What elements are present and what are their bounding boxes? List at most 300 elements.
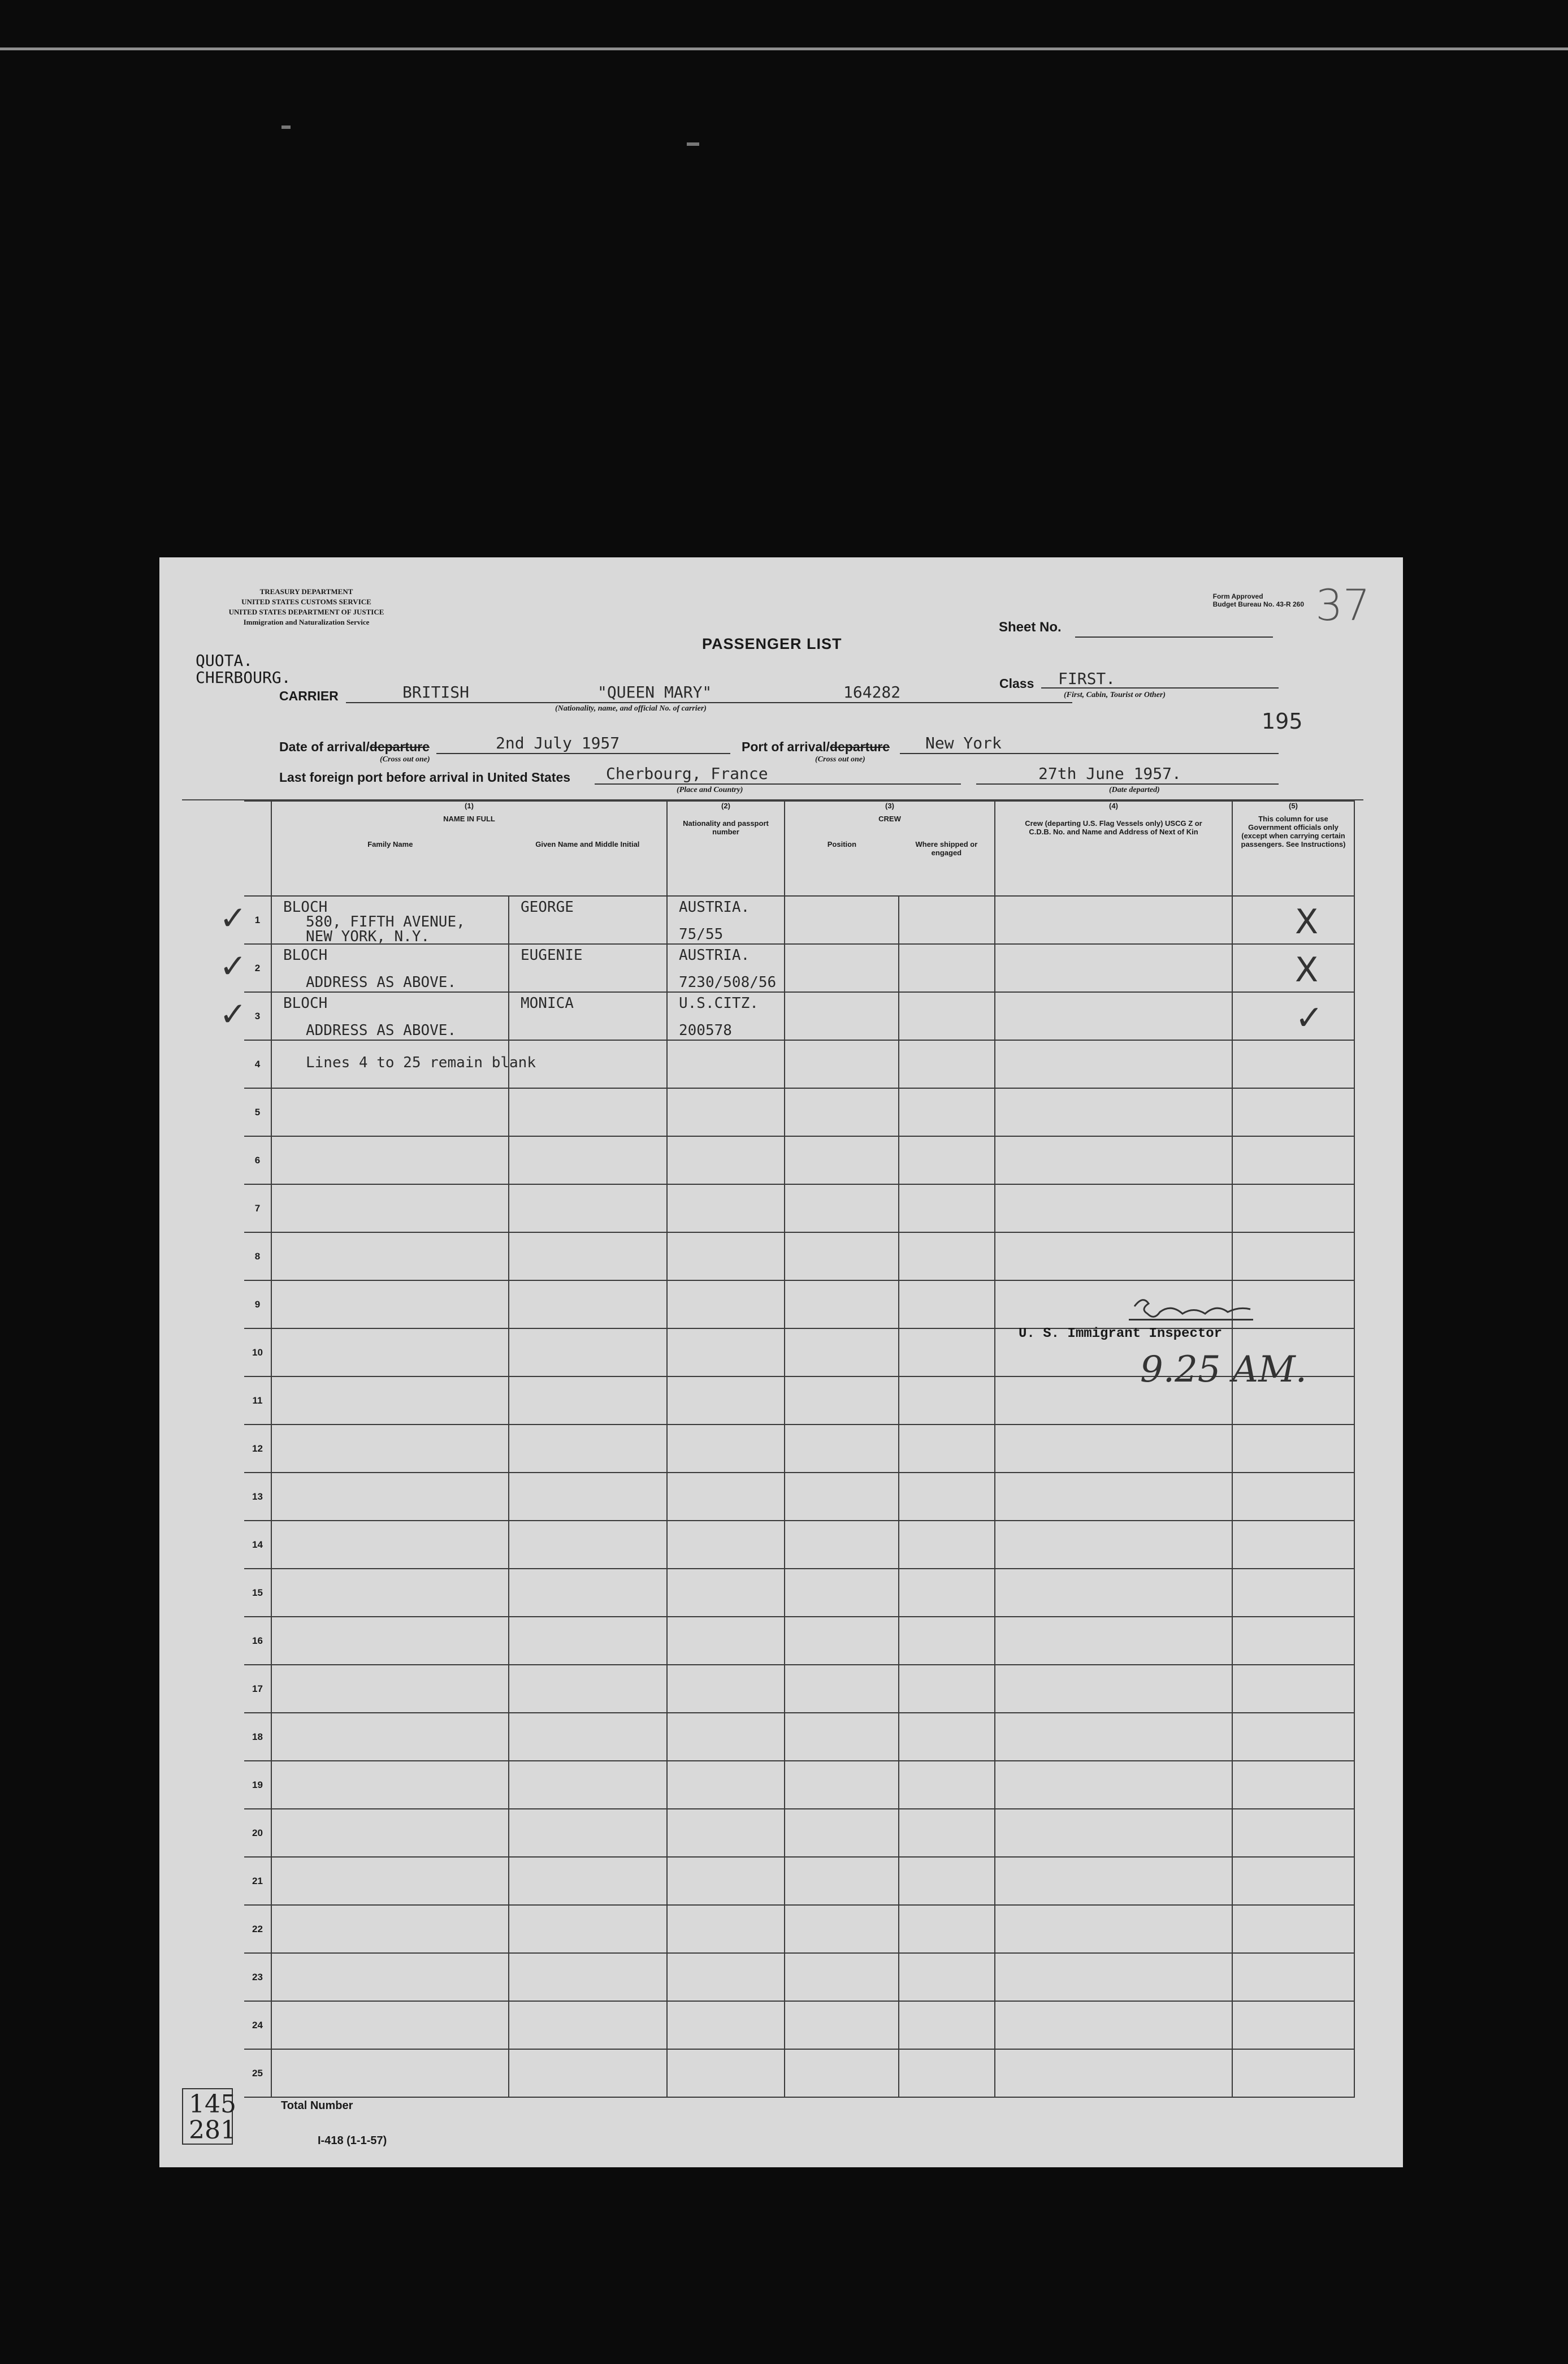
table-cell	[667, 944, 785, 992]
class-caption: (First, Cabin, Tourist or Other)	[1064, 691, 1166, 699]
table-cell	[1232, 1713, 1354, 1761]
table-cell	[785, 1232, 899, 1280]
table-cell	[271, 1713, 509, 1761]
carrier-label: CARRIER	[279, 689, 339, 703]
line-number: 18	[244, 1713, 271, 1761]
handwritten-count: 195	[1262, 709, 1303, 734]
table-cell	[667, 1328, 785, 1376]
port-label-arrival: Port of arrival/	[742, 739, 830, 754]
column-5-header	[1232, 801, 1354, 896]
where-shipped-header: Where shipped or engaged	[915, 840, 978, 857]
table-cell	[899, 1425, 995, 1473]
line-number: 23	[244, 1953, 271, 2001]
table-cell	[667, 1425, 785, 1473]
date-departed: 27th June 1957.	[1038, 764, 1181, 783]
line-number: 9	[244, 1280, 271, 1328]
line-number: 22	[244, 1905, 271, 1953]
line-number: 24	[244, 2001, 271, 2049]
table-cell	[271, 992, 509, 1040]
table-cell	[785, 1713, 899, 1761]
given-name: GEORGE	[521, 899, 574, 916]
table-cell	[899, 1521, 995, 1569]
table-cell	[995, 1425, 1232, 1473]
table-row	[244, 1425, 1354, 1473]
blank-lines-note: Lines 4 to 25 remain blank	[306, 1054, 536, 1071]
table-cell	[899, 1713, 995, 1761]
table-cell	[509, 1328, 667, 1376]
column-number: (4)	[1109, 802, 1118, 810]
film-edge-line	[0, 47, 1568, 50]
table-cell	[785, 1040, 899, 1088]
table-cell	[509, 1809, 667, 1857]
table-cell	[1232, 1665, 1354, 1713]
table-cell	[899, 1376, 995, 1425]
table-cell	[509, 1376, 667, 1425]
table-cell	[509, 1905, 667, 1953]
table-row	[244, 1521, 1354, 1569]
date-label-arrival: Date of arrival/	[279, 739, 370, 754]
table-cell	[271, 1328, 509, 1376]
sheet-number-label: Sheet No.	[999, 620, 1062, 635]
table-cell	[509, 1184, 667, 1232]
table-cell	[899, 1761, 995, 1809]
nationality: AUSTRIA.	[679, 947, 750, 964]
table-cell	[271, 1040, 536, 1088]
table-cell	[995, 2049, 1232, 2097]
line-number: 3	[244, 992, 271, 1040]
table-cell	[1232, 1473, 1354, 1521]
film-speck	[687, 142, 699, 146]
column-1-header	[271, 801, 667, 896]
table-row	[244, 1040, 1354, 1088]
line-number-header	[244, 801, 271, 896]
table-cell	[995, 1665, 1232, 1713]
table-row	[244, 1665, 1354, 1713]
department-line: Immigration and Naturalization Service	[243, 618, 370, 626]
table-cell	[785, 1088, 899, 1136]
nationality: AUSTRIA.	[679, 899, 750, 916]
table-cell	[667, 1857, 785, 1905]
line-number: 25	[244, 2049, 271, 2097]
table-cell	[1232, 1857, 1354, 1905]
table-cell	[509, 1088, 667, 1136]
table-cell	[785, 1328, 899, 1376]
table-cell	[667, 1617, 785, 1665]
table-cell	[667, 1136, 785, 1184]
table-cell	[667, 1184, 785, 1232]
column-number: (3)	[885, 802, 894, 810]
table-cell	[1232, 1425, 1354, 1473]
table-row	[244, 944, 1354, 992]
table-cell	[995, 1761, 1232, 1809]
inspector-time: 9.25 AM.	[1140, 1349, 1307, 1391]
column-title: CREW	[878, 815, 901, 823]
table-cell	[899, 1040, 995, 1088]
address: ADDRESS AS ABOVE.	[306, 974, 457, 991]
table-cell	[667, 1665, 785, 1713]
column-number: (2)	[721, 802, 730, 810]
table-cell	[271, 1088, 509, 1136]
table-cell	[271, 1232, 509, 1280]
table-cell	[509, 1280, 667, 1328]
table-cell	[785, 2001, 899, 2049]
film-speck	[281, 125, 291, 129]
checkmark-icon: ✓	[219, 899, 247, 937]
table-cell	[899, 1232, 995, 1280]
official-mark: X	[1295, 902, 1319, 942]
line-number: 7	[244, 1184, 271, 1232]
family-name-header: Family Name	[367, 840, 413, 848]
line-number: 14	[244, 1521, 271, 1569]
table-cell	[785, 1521, 899, 1569]
table-cell	[509, 896, 667, 944]
date-label	[279, 739, 430, 755]
table-cell	[1232, 1232, 1354, 1280]
table-cell	[1232, 1617, 1354, 1665]
table-cell	[271, 1617, 509, 1665]
table-cell	[509, 944, 667, 992]
table-cell	[1232, 1136, 1354, 1184]
carrier-caption: (Nationality, name, and official No. of carrier)	[555, 704, 707, 713]
table-cell	[509, 1136, 667, 1184]
table-cell	[667, 1088, 785, 1136]
table-cell	[899, 1953, 995, 2001]
table-cell	[509, 2049, 667, 2097]
handwritten-sheet-number: 37	[1315, 580, 1370, 630]
line-number: 10	[244, 1328, 271, 1376]
quota-line: CHERBOURG.	[196, 668, 291, 687]
table-cell	[785, 1184, 899, 1232]
passport-number: 75/55	[679, 926, 724, 943]
table-cell	[271, 1665, 509, 1713]
line-number: 20	[244, 1809, 271, 1857]
table-cell	[995, 1809, 1232, 1857]
table-cell	[271, 1761, 509, 1809]
table-cell	[785, 896, 899, 944]
given-name: EUGENIE	[521, 947, 583, 964]
quota-stamp	[196, 652, 291, 686]
address: ADDRESS AS ABOVE.	[306, 1022, 457, 1039]
table-cell	[667, 1953, 785, 2001]
date-label-departure: departure	[369, 739, 430, 754]
nationality: U.S.CITZ.	[679, 995, 759, 1012]
table-cell	[667, 1713, 785, 1761]
budget-bureau-text: Budget Bureau No. 43-R 260	[1212, 600, 1304, 608]
table-cell	[899, 2049, 995, 2097]
family-name: BLOCH	[283, 995, 328, 1012]
table-cell	[899, 896, 995, 944]
line-number: 21	[244, 1857, 271, 1905]
table-cell	[509, 1713, 667, 1761]
table-cell	[509, 1857, 667, 1905]
column-title: Crew (departing U.S. Flag Vessels only) USCG Z or C.D.B. No. and Name and Address of Next of Kin	[1025, 819, 1202, 836]
column-title: Nationality and passport number	[683, 819, 769, 836]
table-cell	[995, 1040, 1232, 1088]
table-cell	[1232, 1809, 1354, 1857]
table-cell	[667, 1905, 785, 1953]
table-cell	[995, 1136, 1232, 1184]
official-mark: X	[1295, 950, 1319, 990]
table-cell	[1232, 1569, 1354, 1617]
table-row	[244, 1761, 1354, 1809]
table-row	[244, 1569, 1354, 1617]
table-cell	[1232, 1905, 1354, 1953]
table-cell	[509, 1473, 667, 1521]
table-cell	[667, 1569, 785, 1617]
table-cell	[509, 992, 667, 1040]
table-cell	[667, 896, 785, 944]
table-cell	[271, 2001, 509, 2049]
date-departed-line	[976, 783, 1279, 785]
table-cell	[271, 1905, 509, 1953]
table-cell	[785, 1665, 899, 1713]
table-cell	[667, 1040, 785, 1088]
table-cell	[899, 1665, 995, 1713]
table-cell	[785, 1857, 899, 1905]
table-cell	[1232, 896, 1354, 944]
table-cell	[1232, 2049, 1354, 2097]
table-cell	[995, 896, 1232, 944]
table-cell	[271, 1569, 509, 1617]
line-number: 15	[244, 1569, 271, 1617]
line-number: 2	[244, 944, 271, 992]
address: 580, FIFTH AVENUE,	[306, 913, 465, 930]
table-row	[244, 2001, 1354, 2049]
table-cell	[509, 1521, 667, 1569]
carrier-line	[346, 702, 1072, 703]
table-cell	[995, 1473, 1232, 1521]
sheet-number-line	[1075, 637, 1273, 638]
position-header: Position	[827, 840, 857, 848]
line-number: 11	[244, 1376, 271, 1425]
table-cell	[1232, 1953, 1354, 2001]
class-label: Class	[999, 676, 1034, 691]
table-cell	[995, 1232, 1232, 1280]
table-cell	[271, 1136, 509, 1184]
passport-number: 7230/508/56	[679, 974, 777, 991]
table-row	[244, 896, 1354, 944]
table-cell	[667, 1232, 785, 1280]
table-cell	[899, 1905, 995, 1953]
carrier-nationality: BRITISH	[402, 683, 470, 702]
line-number: 5	[244, 1088, 271, 1136]
last-port-line	[595, 783, 961, 785]
table-cell	[785, 944, 899, 992]
table-row	[244, 1905, 1354, 1953]
table-cell	[785, 1280, 899, 1328]
last-foreign-port: Cherbourg, France	[606, 764, 768, 783]
line-number: 17	[244, 1665, 271, 1713]
table-cell	[271, 1521, 509, 1569]
table-cell	[785, 1376, 899, 1425]
line-number: 19	[244, 1761, 271, 1809]
table-row	[244, 1857, 1354, 1905]
table-cell	[667, 1809, 785, 1857]
table-cell	[995, 1569, 1232, 1617]
table-cell	[1232, 1184, 1354, 1232]
column-number: (5)	[1289, 802, 1298, 810]
table-cell	[509, 1665, 667, 1713]
table-cell	[509, 1569, 667, 1617]
official-mark: ✓	[1295, 998, 1324, 1038]
total-number-label: Total Number	[281, 2099, 353, 2112]
given-name: MONICA	[521, 995, 574, 1012]
table-cell	[271, 1376, 509, 1425]
table-cell	[899, 1280, 995, 1328]
table-cell	[667, 1521, 785, 1569]
port-label-departure: departure	[829, 739, 890, 754]
date-departed-caption: (Date departed)	[1109, 786, 1160, 794]
table-cell	[899, 1569, 995, 1617]
class-value: FIRST.	[1058, 669, 1116, 688]
line-number: 16	[244, 1617, 271, 1665]
table-cell	[667, 1280, 785, 1328]
table-cell	[785, 1761, 899, 1809]
table-cell	[785, 1569, 899, 1617]
table-cell	[785, 1473, 899, 1521]
table-cell	[509, 1040, 667, 1088]
table-cell	[785, 1425, 899, 1473]
carrier-number: 164282	[843, 683, 901, 702]
table-cell	[899, 1809, 995, 1857]
checkmark-icon: ✓	[219, 947, 247, 985]
table-cell	[995, 1088, 1232, 1136]
table-cell	[1232, 944, 1354, 992]
page-title: PASSENGER LIST	[702, 635, 842, 652]
line-number: 6	[244, 1136, 271, 1184]
table-cell	[271, 944, 509, 992]
department-line: TREASURY DEPARTMENT	[259, 587, 353, 596]
table-cell	[271, 1953, 509, 2001]
table-cell	[271, 1184, 509, 1232]
table-cell	[1232, 1521, 1354, 1569]
table-cell	[271, 1857, 509, 1905]
line-number: 4	[244, 1040, 271, 1088]
table-cell	[995, 2001, 1232, 2049]
table-cell	[899, 1136, 995, 1184]
passenger-table	[244, 800, 1355, 2098]
table-row	[244, 1136, 1354, 1184]
table-cell	[899, 1617, 995, 1665]
given-name-header: Given Name and Middle Initial	[535, 840, 640, 848]
table-cell	[271, 1473, 509, 1521]
table-cell	[899, 1328, 995, 1376]
table-cell	[667, 1473, 785, 1521]
line-number: 12	[244, 1425, 271, 1473]
handwritten-tally	[182, 2088, 236, 2145]
last-port-label: Last foreign port before arrival in United States	[279, 770, 571, 785]
table-cell	[995, 1184, 1232, 1232]
table-cell	[667, 1376, 785, 1425]
table-cell	[995, 1857, 1232, 1905]
table-cell	[509, 1232, 667, 1280]
column-3-header	[785, 801, 995, 896]
table-cell	[995, 992, 1232, 1040]
table-cell	[1232, 992, 1354, 1040]
table-row	[244, 1953, 1354, 2001]
tally-line: 145	[189, 2090, 236, 2119]
table-cell	[667, 992, 785, 1040]
table-row	[244, 2049, 1354, 2097]
table-cell	[785, 1136, 899, 1184]
table-row	[244, 1713, 1354, 1761]
table-row	[244, 1473, 1354, 1521]
date-cross-out-caption: (Cross out one)	[380, 755, 430, 764]
table-cell	[785, 1809, 899, 1857]
department-header	[193, 587, 419, 627]
address: NEW YORK, N.Y.	[306, 928, 430, 945]
column-2-header	[667, 801, 785, 896]
table-cell	[271, 896, 509, 944]
column-4-header	[995, 801, 1232, 896]
table-cell	[899, 1184, 995, 1232]
family-name: BLOCH	[283, 947, 328, 964]
table-cell	[271, 2049, 509, 2097]
table-row	[244, 992, 1354, 1040]
table-cell	[785, 2049, 899, 2097]
column-title: NAME IN FULL	[443, 815, 495, 823]
form-approved-text: Form Approved	[1212, 592, 1263, 600]
form-number: I-418 (1-1-57)	[318, 2134, 387, 2147]
table-cell	[271, 1809, 509, 1857]
table-cell	[785, 1617, 899, 1665]
quota-line: QUOTA.	[196, 651, 253, 670]
form-approval	[1213, 592, 1304, 608]
port-cross-out-caption: (Cross out one)	[815, 755, 865, 764]
checkmark-icon: ✓	[219, 995, 247, 1033]
department-line: UNITED STATES CUSTOMS SERVICE	[241, 598, 371, 606]
table-row	[244, 1617, 1354, 1665]
family-name: BLOCH	[283, 899, 328, 916]
table-cell	[785, 1905, 899, 1953]
table-row	[244, 1232, 1354, 1280]
table-row	[244, 1809, 1354, 1857]
table-cell	[1232, 1040, 1354, 1088]
inspector-signature-icon	[1132, 1292, 1256, 1326]
column-title: This column for use Government officials only (except when carrying certain passengers. See Instructions)	[1241, 815, 1346, 848]
table-cell	[995, 944, 1232, 992]
arrival-date: 2nd July 1957	[496, 734, 620, 752]
line-number: 1	[244, 896, 271, 944]
table-cell	[899, 1473, 995, 1521]
line-number: 13	[244, 1473, 271, 1521]
arrival-port: New York	[925, 734, 1002, 752]
table-cell	[271, 1280, 509, 1328]
column-number: (1)	[465, 802, 474, 810]
table-cell	[667, 1761, 785, 1809]
table-cell	[899, 1088, 995, 1136]
table-cell	[667, 2001, 785, 2049]
table-cell	[785, 1953, 899, 2001]
port-label	[742, 739, 890, 755]
passenger-list-form	[159, 557, 1403, 2167]
table-cell	[785, 992, 899, 1040]
table-cell	[271, 1425, 509, 1473]
table-cell	[995, 1905, 1232, 1953]
port-line	[900, 753, 1279, 754]
table-row	[244, 1184, 1354, 1232]
table-cell	[509, 2001, 667, 2049]
table-cell	[899, 1857, 995, 1905]
department-line: UNITED STATES DEPARTMENT OF JUSTICE	[228, 608, 384, 616]
table-cell	[899, 992, 995, 1040]
table-cell	[899, 944, 995, 992]
inspector-label: U. S. Immigrant Inspector	[1019, 1326, 1223, 1341]
table-cell	[995, 1521, 1232, 1569]
table-row	[244, 1088, 1354, 1136]
table-cell	[509, 1425, 667, 1473]
tally-line: 281	[189, 2116, 236, 2145]
